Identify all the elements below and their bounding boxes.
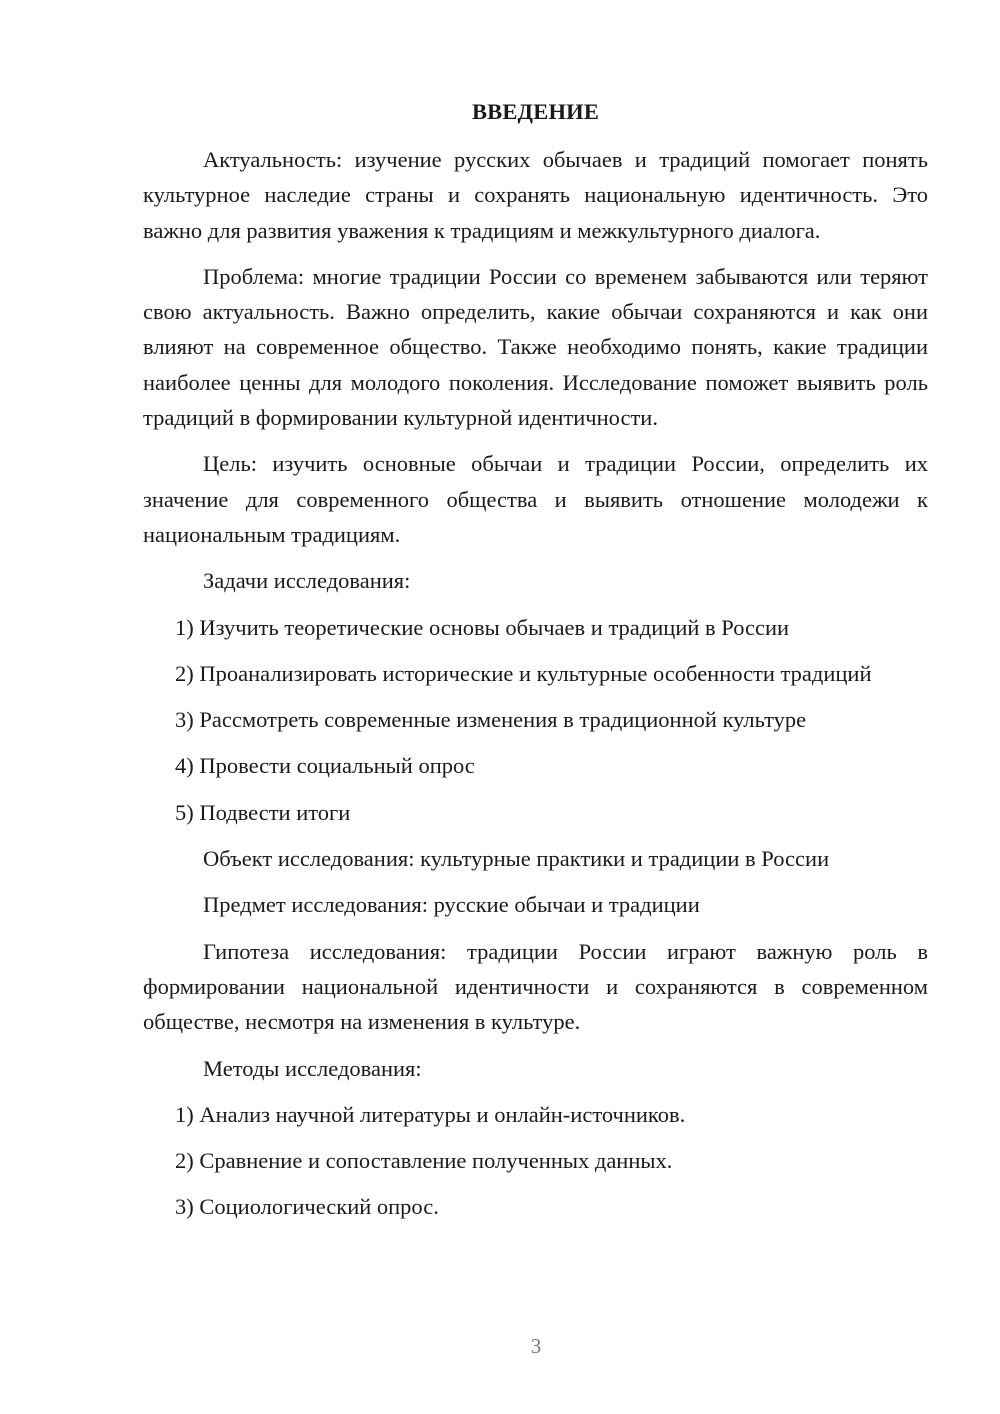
task-item: 5) Подвести итоги xyxy=(175,799,351,825)
section-title: ВВЕДЕНИЕ xyxy=(471,99,600,124)
subject-paragraph: Предмет исследования: русские обычаи и традиции xyxy=(203,892,700,918)
method-item: 3) Социологический опрос. xyxy=(175,1194,439,1220)
relevance-paragraph: Актуальность: изучение русских обычаев и традиций помогает понять культурное наследие страны и сохранять национальную идентичность. Это важно для развития уважения к традициям и межкультурного диалога. xyxy=(143,147,928,243)
tasks-heading: Задачи исследования: xyxy=(203,568,411,594)
hypothesis-paragraph: Гипотеза исследования: традиции России играют важную роль в формировании национальной идентичности и сохраняются в современном обществе, несмотря на изменения в культуре. xyxy=(143,938,928,1035)
task-item: 4) Провести социальный опрос xyxy=(175,753,475,779)
goal-paragraph: Цель: изучить основные обычаи и традиции России, определить их значение для современного общества и выявить отношение молодежи к национальным традициям. xyxy=(143,451,928,547)
problem-paragraph: Проблема: многие традиции России со временем забываются или теряют свою актуальность. Важно определить, какие обычаи сохраняются и как они влияют на современное общество. Также необходимо понять, какие традиции наиболее ценны для молодого поколения. Исследование поможет выявить роль традиций в формировании культурной идентичности. xyxy=(143,263,928,431)
page-content xyxy=(143,96,928,1236)
task-item: 3) Рассмотреть современные изменения в традиционной культуре xyxy=(175,707,807,733)
task-item: 1) Изучить теоретические основы обычаев и традиций в России xyxy=(175,614,790,640)
method-item: 1) Анализ научной литературы и онлайн-источников. xyxy=(175,1101,686,1127)
method-item: 2) Сравнение и сопоставление полученных данных. xyxy=(175,1148,673,1174)
task-item: 2) Проанализировать исторические и культурные особенности традиций xyxy=(175,660,872,686)
object-paragraph: Объект исследования: культурные практики и традиции в России xyxy=(203,846,830,872)
page-number: 3 xyxy=(530,1334,542,1358)
methods-heading: Методы исследования: xyxy=(203,1055,422,1081)
